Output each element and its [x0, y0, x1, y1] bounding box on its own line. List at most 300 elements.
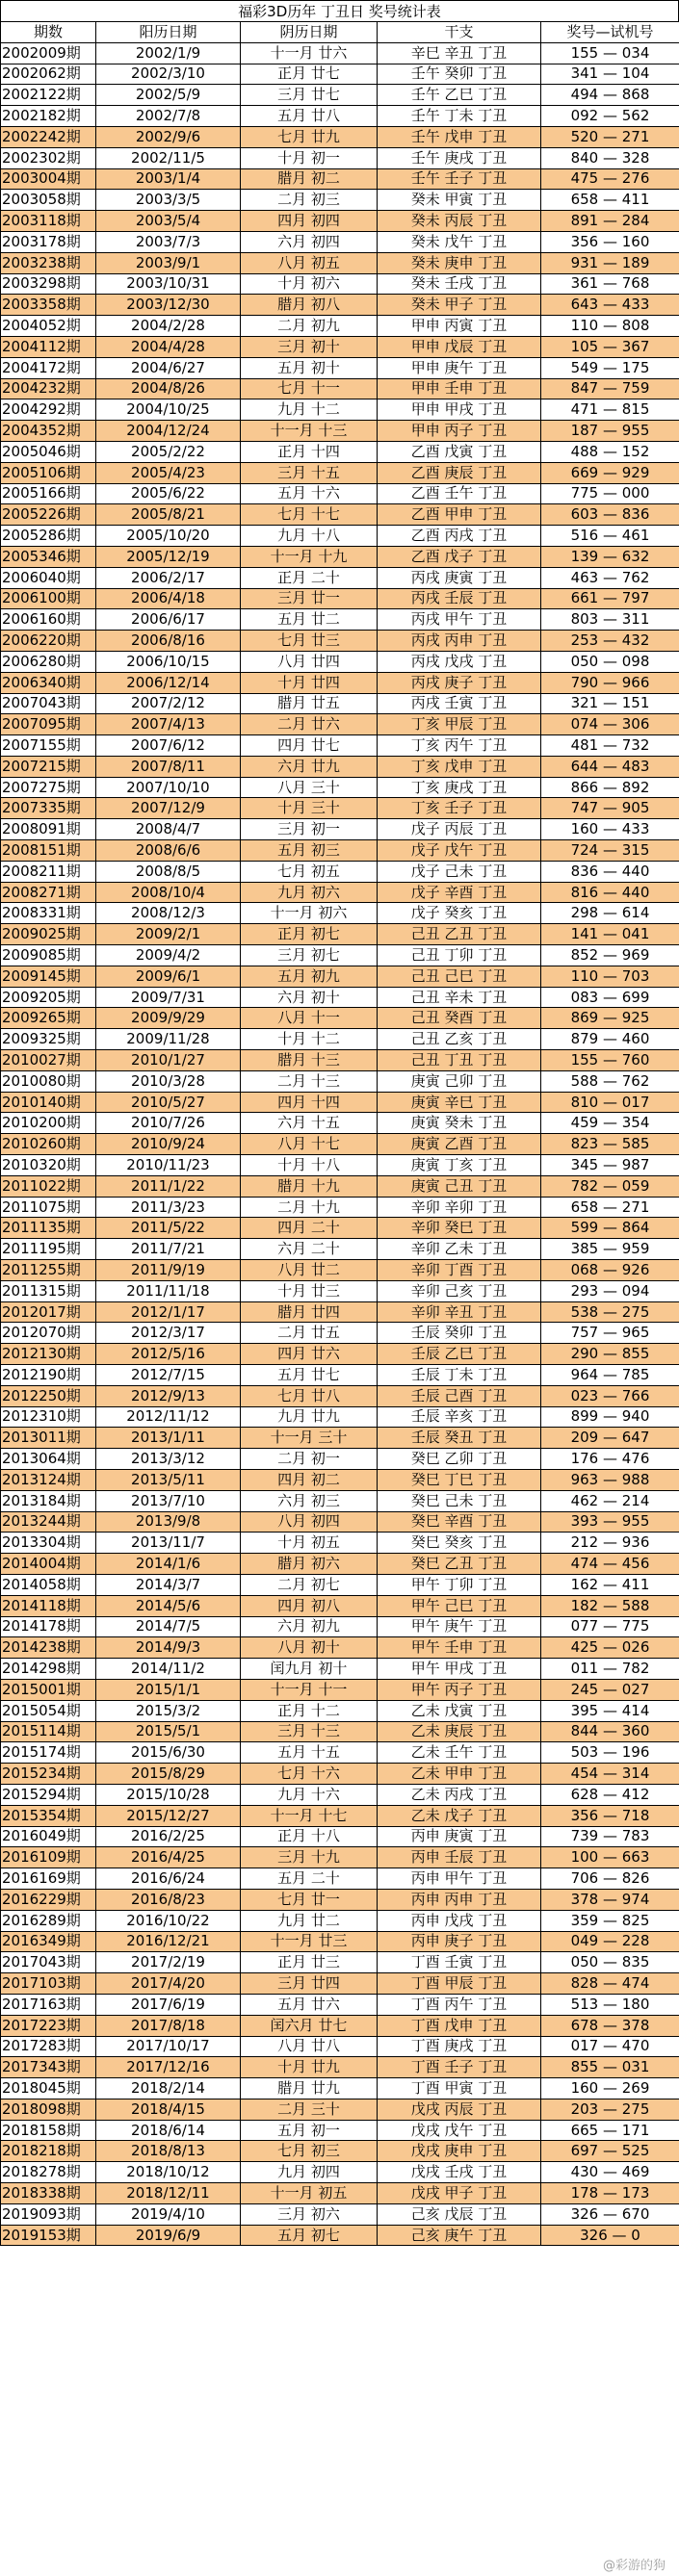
solar-date-cell: 2008/8/5: [96, 861, 241, 882]
issue-cell: 2017103期: [1, 1973, 96, 1995]
result-cell: 697 — 525: [541, 2141, 679, 2162]
table-row: [1, 735, 679, 757]
ganzhi-cell: 丁酉 丙午 丁丑: [378, 1994, 541, 2015]
solar-date-cell: 2003/7/3: [96, 231, 241, 252]
ganzhi-cell: 癸巳 乙丑 丁丑: [378, 1554, 541, 1575]
lunar-date-cell: 四月 初八: [241, 1595, 378, 1616]
issue-cell: 2007335期: [1, 798, 96, 819]
lunar-date-cell: 八月 十一: [241, 1008, 378, 1029]
result-cell: 471 — 815: [541, 399, 679, 421]
lunar-date-cell: 十月 初五: [241, 1533, 378, 1554]
result-cell: 074 — 306: [541, 714, 679, 735]
solar-date-cell: 2005/10/20: [96, 526, 241, 547]
result-cell: 068 — 926: [541, 1260, 679, 1281]
lunar-date-cell: 三月 廿七: [241, 85, 378, 106]
issue-cell: 2007095期: [1, 714, 96, 735]
lunar-date-cell: 十月 廿九: [241, 2057, 378, 2078]
ganzhi-cell: 己亥 戊辰 丁丑: [378, 2203, 541, 2225]
table-row: [1, 1889, 679, 1910]
ganzhi-cell: 癸巳 辛酉 丁丑: [378, 1511, 541, 1533]
ganzhi-cell: 丙戌 丙申 丁丑: [378, 631, 541, 652]
table-row: [1, 462, 679, 483]
result-cell: 474 — 456: [541, 1554, 679, 1575]
ganzhi-cell: 癸未 甲寅 丁丑: [378, 190, 541, 211]
result-cell: 481 — 732: [541, 735, 679, 757]
table-row: [1, 85, 679, 106]
table-row: [1, 567, 679, 588]
ganzhi-cell: 丙戌 壬辰 丁丑: [378, 588, 541, 609]
lunar-date-cell: 七月 十七: [241, 504, 378, 526]
solar-date-cell: 2005/8/21: [96, 504, 241, 526]
table-row: [1, 1050, 679, 1071]
issue-cell: 2019093期: [1, 2203, 96, 2225]
lunar-date-cell: 三月 十九: [241, 1847, 378, 1868]
issue-cell: 2018218期: [1, 2141, 96, 2162]
lunar-date-cell: 二月 初九: [241, 316, 378, 337]
table-row: [1, 1973, 679, 1995]
ganzhi-cell: 癸未 庚申 丁丑: [378, 252, 541, 273]
issue-cell: 2012070期: [1, 1323, 96, 1344]
lunar-date-cell: 三月 初一: [241, 819, 378, 840]
lunar-date-cell: 九月 十二: [241, 399, 378, 421]
table-row: [1, 1700, 679, 1721]
result-cell: 023 — 766: [541, 1385, 679, 1406]
solar-date-cell: 2010/1/27: [96, 1050, 241, 1071]
result-cell: 844 — 360: [541, 1721, 679, 1742]
solar-date-cell: 2015/3/2: [96, 1700, 241, 1721]
solar-date-cell: 2005/2/22: [96, 441, 241, 462]
lunar-date-cell: 七月 十六: [241, 1764, 378, 1785]
lunar-date-cell: 六月 初十: [241, 987, 378, 1008]
ganzhi-cell: 甲申 甲戌 丁丑: [378, 399, 541, 421]
solar-date-cell: 2014/11/2: [96, 1659, 241, 1680]
lunar-date-cell: 七月 廿九: [241, 126, 378, 147]
table-row: [1, 2225, 679, 2246]
ganzhi-cell: 己丑 辛未 丁丑: [378, 987, 541, 1008]
issue-cell: 2017283期: [1, 2036, 96, 2057]
issue-cell: 2011022期: [1, 1175, 96, 1197]
table-row: [1, 987, 679, 1008]
header-solar-date: 阳历日期: [96, 22, 241, 43]
statistics-table: [0, 21, 679, 2246]
result-cell: 110 — 808: [541, 316, 679, 337]
table-row: [1, 1679, 679, 1700]
result-cell: 378 — 974: [541, 1889, 679, 1910]
result-cell: 245 — 027: [541, 1679, 679, 1700]
lunar-date-cell: 六月 初四: [241, 231, 378, 252]
lunar-date-cell: 十一月 十一: [241, 1679, 378, 1700]
result-cell: 866 — 892: [541, 777, 679, 798]
issue-cell: 2003004期: [1, 168, 96, 190]
result-cell: 162 — 411: [541, 1574, 679, 1595]
result-cell: 782 — 059: [541, 1175, 679, 1197]
table-row: [1, 316, 679, 337]
ganzhi-cell: 己丑 己巳 丁丑: [378, 966, 541, 987]
table-row: [1, 651, 679, 672]
table-row: [1, 1659, 679, 1680]
ganzhi-cell: 癸未 甲子 丁丑: [378, 295, 541, 316]
issue-cell: 2009265期: [1, 1008, 96, 1029]
table-row: [1, 1742, 679, 1764]
solar-date-cell: 2006/8/16: [96, 631, 241, 652]
solar-date-cell: 2019/6/9: [96, 2225, 241, 2246]
lunar-date-cell: 七月 十一: [241, 378, 378, 399]
lunar-date-cell: 十月 十二: [241, 1029, 378, 1050]
issue-cell: 2009325期: [1, 1029, 96, 1050]
issue-cell: 2002009期: [1, 42, 96, 64]
table-row: [1, 42, 679, 64]
lunar-date-cell: 正月 十四: [241, 441, 378, 462]
result-cell: 931 — 189: [541, 252, 679, 273]
result-cell: 665 — 171: [541, 2120, 679, 2141]
issue-cell: 2014298期: [1, 1659, 96, 1680]
ganzhi-cell: 辛卯 乙未 丁丑: [378, 1239, 541, 1260]
result-cell: 253 — 432: [541, 631, 679, 652]
table-row: [1, 190, 679, 211]
table-row: [1, 924, 679, 945]
result-cell: 963 — 988: [541, 1469, 679, 1490]
lunar-date-cell: 九月 廿二: [241, 1910, 378, 1931]
ganzhi-cell: 乙未 壬午 丁丑: [378, 1742, 541, 1764]
table-row: [1, 2057, 679, 2078]
solar-date-cell: 2012/7/15: [96, 1365, 241, 1386]
issue-cell: 2007215期: [1, 756, 96, 777]
issue-cell: 2006100期: [1, 588, 96, 609]
lunar-date-cell: 七月 初三: [241, 2141, 378, 2162]
solar-date-cell: 2013/1/11: [96, 1428, 241, 1449]
table-row: [1, 840, 679, 862]
lunar-date-cell: 十一月 十九: [241, 546, 378, 567]
ganzhi-cell: 丁亥 戊申 丁丑: [378, 756, 541, 777]
issue-cell: 2011075期: [1, 1197, 96, 1218]
issue-cell: 2003238期: [1, 252, 96, 273]
ganzhi-cell: 戊戌 庚申 丁丑: [378, 2141, 541, 2162]
solar-date-cell: 2017/8/18: [96, 2015, 241, 2036]
result-cell: 049 — 228: [541, 1931, 679, 1952]
ganzhi-cell: 壬午 庚戌 丁丑: [378, 147, 541, 168]
result-cell: 869 — 925: [541, 1008, 679, 1029]
issue-cell: 2011255期: [1, 1260, 96, 1281]
ganzhi-cell: 庚寅 乙酉 丁丑: [378, 1134, 541, 1155]
table-row: [1, 1385, 679, 1406]
ganzhi-cell: 壬午 丁未 丁丑: [378, 106, 541, 127]
issue-cell: 2016229期: [1, 1889, 96, 1910]
result-cell: 454 — 314: [541, 1764, 679, 1785]
lunar-date-cell: 四月 廿六: [241, 1344, 378, 1365]
ganzhi-cell: 辛卯 辛丑 丁丑: [378, 1301, 541, 1323]
issue-cell: 2005166期: [1, 483, 96, 504]
result-cell: 178 — 173: [541, 2183, 679, 2204]
issue-cell: 2003178期: [1, 231, 96, 252]
table-row: [1, 2015, 679, 2036]
solar-date-cell: 2006/4/18: [96, 588, 241, 609]
result-cell: 077 — 775: [541, 1616, 679, 1637]
table-row: [1, 1323, 679, 1344]
lunar-date-cell: 四月 初二: [241, 1469, 378, 1490]
table-row: [1, 273, 679, 295]
solar-date-cell: 2004/2/28: [96, 316, 241, 337]
solar-date-cell: 2003/3/5: [96, 190, 241, 211]
ganzhi-cell: 癸巳 癸亥 丁丑: [378, 1533, 541, 1554]
lunar-date-cell: 九月 初四: [241, 2162, 378, 2183]
issue-cell: 2019153期: [1, 2225, 96, 2246]
issue-cell: 2007043期: [1, 693, 96, 714]
solar-date-cell: 2013/11/7: [96, 1533, 241, 1554]
solar-date-cell: 2018/8/13: [96, 2141, 241, 2162]
result-cell: 775 — 000: [541, 483, 679, 504]
ganzhi-cell: 丙申 丙申 丁丑: [378, 1889, 541, 1910]
lunar-date-cell: 五月 初十: [241, 357, 378, 378]
table-row: [1, 1260, 679, 1281]
ganzhi-cell: 壬辰 癸卯 丁丑: [378, 1323, 541, 1344]
result-cell: 393 — 955: [541, 1511, 679, 1533]
table-row: [1, 252, 679, 273]
issue-cell: 2007275期: [1, 777, 96, 798]
lunar-date-cell: 九月 初六: [241, 882, 378, 903]
issue-cell: 2010260期: [1, 1134, 96, 1155]
lunar-date-cell: 三月 十三: [241, 1721, 378, 1742]
table-row: [1, 295, 679, 316]
issue-cell: 2016049期: [1, 1826, 96, 1847]
table-row: [1, 1826, 679, 1847]
lunar-date-cell: 腊月 廿九: [241, 2078, 378, 2099]
result-cell: 356 — 718: [541, 1805, 679, 1826]
result-cell: 356 — 160: [541, 231, 679, 252]
issue-cell: 2013244期: [1, 1511, 96, 1533]
solar-date-cell: 2016/4/25: [96, 1847, 241, 1868]
solar-date-cell: 2008/6/6: [96, 840, 241, 862]
lunar-date-cell: 七月 廿三: [241, 631, 378, 652]
solar-date-cell: 2002/9/6: [96, 126, 241, 147]
table-row: [1, 966, 679, 987]
result-cell: 520 — 271: [541, 126, 679, 147]
ganzhi-cell: 壬午 壬子 丁丑: [378, 168, 541, 190]
result-cell: 658 — 411: [541, 190, 679, 211]
lunar-date-cell: 五月 初九: [241, 966, 378, 987]
ganzhi-cell: 丁酉 壬寅 丁丑: [378, 1952, 541, 1973]
ganzhi-cell: 庚寅 己卯 丁丑: [378, 1070, 541, 1092]
solar-date-cell: 2013/3/12: [96, 1449, 241, 1470]
table-row: [1, 1931, 679, 1952]
solar-date-cell: 2004/4/28: [96, 336, 241, 357]
result-cell: 100 — 663: [541, 1847, 679, 1868]
solar-date-cell: 2007/8/11: [96, 756, 241, 777]
solar-date-cell: 2006/6/17: [96, 609, 241, 631]
solar-date-cell: 2009/2/1: [96, 924, 241, 945]
result-cell: 644 — 483: [541, 756, 679, 777]
table-row: [1, 211, 679, 232]
ganzhi-cell: 辛卯 癸巳 丁丑: [378, 1218, 541, 1239]
lunar-date-cell: 四月 廿七: [241, 735, 378, 757]
result-cell: 139 — 632: [541, 546, 679, 567]
ganzhi-cell: 甲午 甲戌 丁丑: [378, 1659, 541, 1680]
solar-date-cell: 2002/5/9: [96, 85, 241, 106]
result-cell: 050 — 835: [541, 1952, 679, 1973]
result-cell: 463 — 762: [541, 567, 679, 588]
issue-cell: 2012130期: [1, 1344, 96, 1365]
lunar-date-cell: 腊月 廿五: [241, 693, 378, 714]
lunar-date-cell: 腊月 初八: [241, 295, 378, 316]
table-row: [1, 399, 679, 421]
result-cell: 828 — 474: [541, 1973, 679, 1995]
table-row: [1, 2162, 679, 2183]
solar-date-cell: 2015/1/1: [96, 1679, 241, 1700]
table-row: [1, 1239, 679, 1260]
lunar-date-cell: 五月 初一: [241, 2120, 378, 2141]
solar-date-cell: 2010/9/24: [96, 1134, 241, 1155]
result-cell: 879 — 460: [541, 1029, 679, 1050]
ganzhi-cell: 乙酉 庚辰 丁丑: [378, 462, 541, 483]
table-row: [1, 378, 679, 399]
lunar-date-cell: 十月 廿四: [241, 672, 378, 693]
solar-date-cell: 2017/10/17: [96, 2036, 241, 2057]
result-cell: 395 — 414: [541, 1700, 679, 1721]
result-cell: 678 — 378: [541, 2015, 679, 2036]
result-cell: 017 — 470: [541, 2036, 679, 2057]
lunar-date-cell: 正月 十八: [241, 1826, 378, 1847]
table-row: [1, 64, 679, 85]
lunar-date-cell: 五月 初七: [241, 2225, 378, 2246]
ganzhi-cell: 戊戌 戊午 丁丑: [378, 2120, 541, 2141]
issue-cell: 2015001期: [1, 1679, 96, 1700]
result-cell: 855 — 031: [541, 2057, 679, 2078]
ganzhi-cell: 丁亥 甲辰 丁丑: [378, 714, 541, 735]
result-cell: 290 — 855: [541, 1344, 679, 1365]
table-row: [1, 168, 679, 190]
issue-cell: 2015234期: [1, 1764, 96, 1785]
issue-cell: 2008151期: [1, 840, 96, 862]
header-row: [1, 22, 679, 43]
table-row: [1, 672, 679, 693]
ganzhi-cell: 庚寅 癸未 丁丑: [378, 1113, 541, 1134]
solar-date-cell: 2003/12/30: [96, 295, 241, 316]
result-cell: 538 — 275: [541, 1301, 679, 1323]
ganzhi-cell: 己丑 丁卯 丁丑: [378, 945, 541, 966]
lunar-date-cell: 腊月 廿四: [241, 1301, 378, 1323]
table-row: [1, 2120, 679, 2141]
lunar-date-cell: 闰六月 廿七: [241, 2015, 378, 2036]
table-row: [1, 147, 679, 168]
solar-date-cell: 2012/1/17: [96, 1301, 241, 1323]
ganzhi-cell: 辛卯 己亥 丁丑: [378, 1280, 541, 1301]
solar-date-cell: 2003/9/1: [96, 252, 241, 273]
table-row: [1, 1092, 679, 1113]
table-row: [1, 421, 679, 442]
table-row: [1, 1344, 679, 1365]
ganzhi-cell: 乙酉 壬午 丁丑: [378, 483, 541, 504]
lunar-date-cell: 十月 初一: [241, 147, 378, 168]
ganzhi-cell: 乙未 庚辰 丁丑: [378, 1721, 541, 1742]
lunar-date-cell: 七月 廿八: [241, 1385, 378, 1406]
table-row: [1, 777, 679, 798]
solar-date-cell: 2018/2/14: [96, 2078, 241, 2099]
lunar-date-cell: 正月 二十: [241, 567, 378, 588]
issue-cell: 2010200期: [1, 1113, 96, 1134]
solar-date-cell: 2016/8/23: [96, 1889, 241, 1910]
issue-cell: 2017223期: [1, 2015, 96, 2036]
issue-cell: 2006160期: [1, 609, 96, 631]
solar-date-cell: 2011/1/22: [96, 1175, 241, 1197]
ganzhi-cell: 癸未 戊午 丁丑: [378, 231, 541, 252]
table-row: [1, 336, 679, 357]
ganzhi-cell: 壬午 乙巳 丁丑: [378, 85, 541, 106]
table-row: [1, 1218, 679, 1239]
result-cell: 603 — 836: [541, 504, 679, 526]
ganzhi-cell: 乙未 丙戌 丁丑: [378, 1784, 541, 1805]
lunar-date-cell: 十月 廿三: [241, 1280, 378, 1301]
issue-cell: 2006280期: [1, 651, 96, 672]
table-row: [1, 1511, 679, 1533]
solar-date-cell: 2004/6/27: [96, 357, 241, 378]
lunar-date-cell: 十月 初六: [241, 273, 378, 295]
issue-cell: 2015294期: [1, 1784, 96, 1805]
table-row: [1, 1994, 679, 2015]
result-cell: 747 — 905: [541, 798, 679, 819]
solar-date-cell: 2006/12/14: [96, 672, 241, 693]
issue-cell: 2014238期: [1, 1637, 96, 1659]
solar-date-cell: 2012/5/16: [96, 1344, 241, 1365]
solar-date-cell: 2011/11/18: [96, 1280, 241, 1301]
table-row: [1, 1155, 679, 1176]
solar-date-cell: 2002/7/8: [96, 106, 241, 127]
issue-cell: 2012017期: [1, 1301, 96, 1323]
issue-cell: 2009205期: [1, 987, 96, 1008]
table-row: [1, 1469, 679, 1490]
solar-date-cell: 2018/10/12: [96, 2162, 241, 2183]
issue-cell: 2016169期: [1, 1868, 96, 1890]
lunar-date-cell: 二月 三十: [241, 2099, 378, 2120]
issue-cell: 2008271期: [1, 882, 96, 903]
solar-date-cell: 2009/11/28: [96, 1029, 241, 1050]
solar-date-cell: 2016/10/22: [96, 1910, 241, 1931]
table-row: [1, 357, 679, 378]
table-row: [1, 1595, 679, 1616]
table-row: [1, 756, 679, 777]
lunar-date-cell: 二月 初一: [241, 1449, 378, 1470]
issue-cell: 2014118期: [1, 1595, 96, 1616]
issue-cell: 2006340期: [1, 672, 96, 693]
header-ganzhi: 干支: [378, 22, 541, 43]
issue-cell: 2015354期: [1, 1805, 96, 1826]
solar-date-cell: 2003/1/4: [96, 168, 241, 190]
ganzhi-cell: 壬辰 丁未 丁丑: [378, 1365, 541, 1386]
lunar-date-cell: 八月 廿四: [241, 651, 378, 672]
table-row: [1, 1784, 679, 1805]
result-cell: 661 — 797: [541, 588, 679, 609]
ganzhi-cell: 乙未 甲申 丁丑: [378, 1764, 541, 1785]
table-row: [1, 1449, 679, 1470]
lunar-date-cell: 八月 廿八: [241, 2036, 378, 2057]
solar-date-cell: 2004/12/24: [96, 421, 241, 442]
solar-date-cell: 2006/2/17: [96, 567, 241, 588]
ganzhi-cell: 丙申 庚寅 丁丑: [378, 1826, 541, 1847]
solar-date-cell: 2013/5/11: [96, 1469, 241, 1490]
lunar-date-cell: 三月 初七: [241, 945, 378, 966]
solar-date-cell: 2010/3/28: [96, 1070, 241, 1092]
result-cell: 836 — 440: [541, 861, 679, 882]
lunar-date-cell: 二月 初七: [241, 1574, 378, 1595]
lunar-date-cell: 五月 二十: [241, 1868, 378, 1890]
ganzhi-cell: 庚寅 己丑 丁丑: [378, 1175, 541, 1197]
table-row: [1, 714, 679, 735]
lunar-date-cell: 八月 廿二: [241, 1260, 378, 1281]
issue-cell: 2002122期: [1, 85, 96, 106]
issue-cell: 2013304期: [1, 1533, 96, 1554]
lunar-date-cell: 五月 十六: [241, 483, 378, 504]
result-cell: 790 — 966: [541, 672, 679, 693]
ganzhi-cell: 庚寅 辛巳 丁丑: [378, 1092, 541, 1113]
table-row: [1, 861, 679, 882]
